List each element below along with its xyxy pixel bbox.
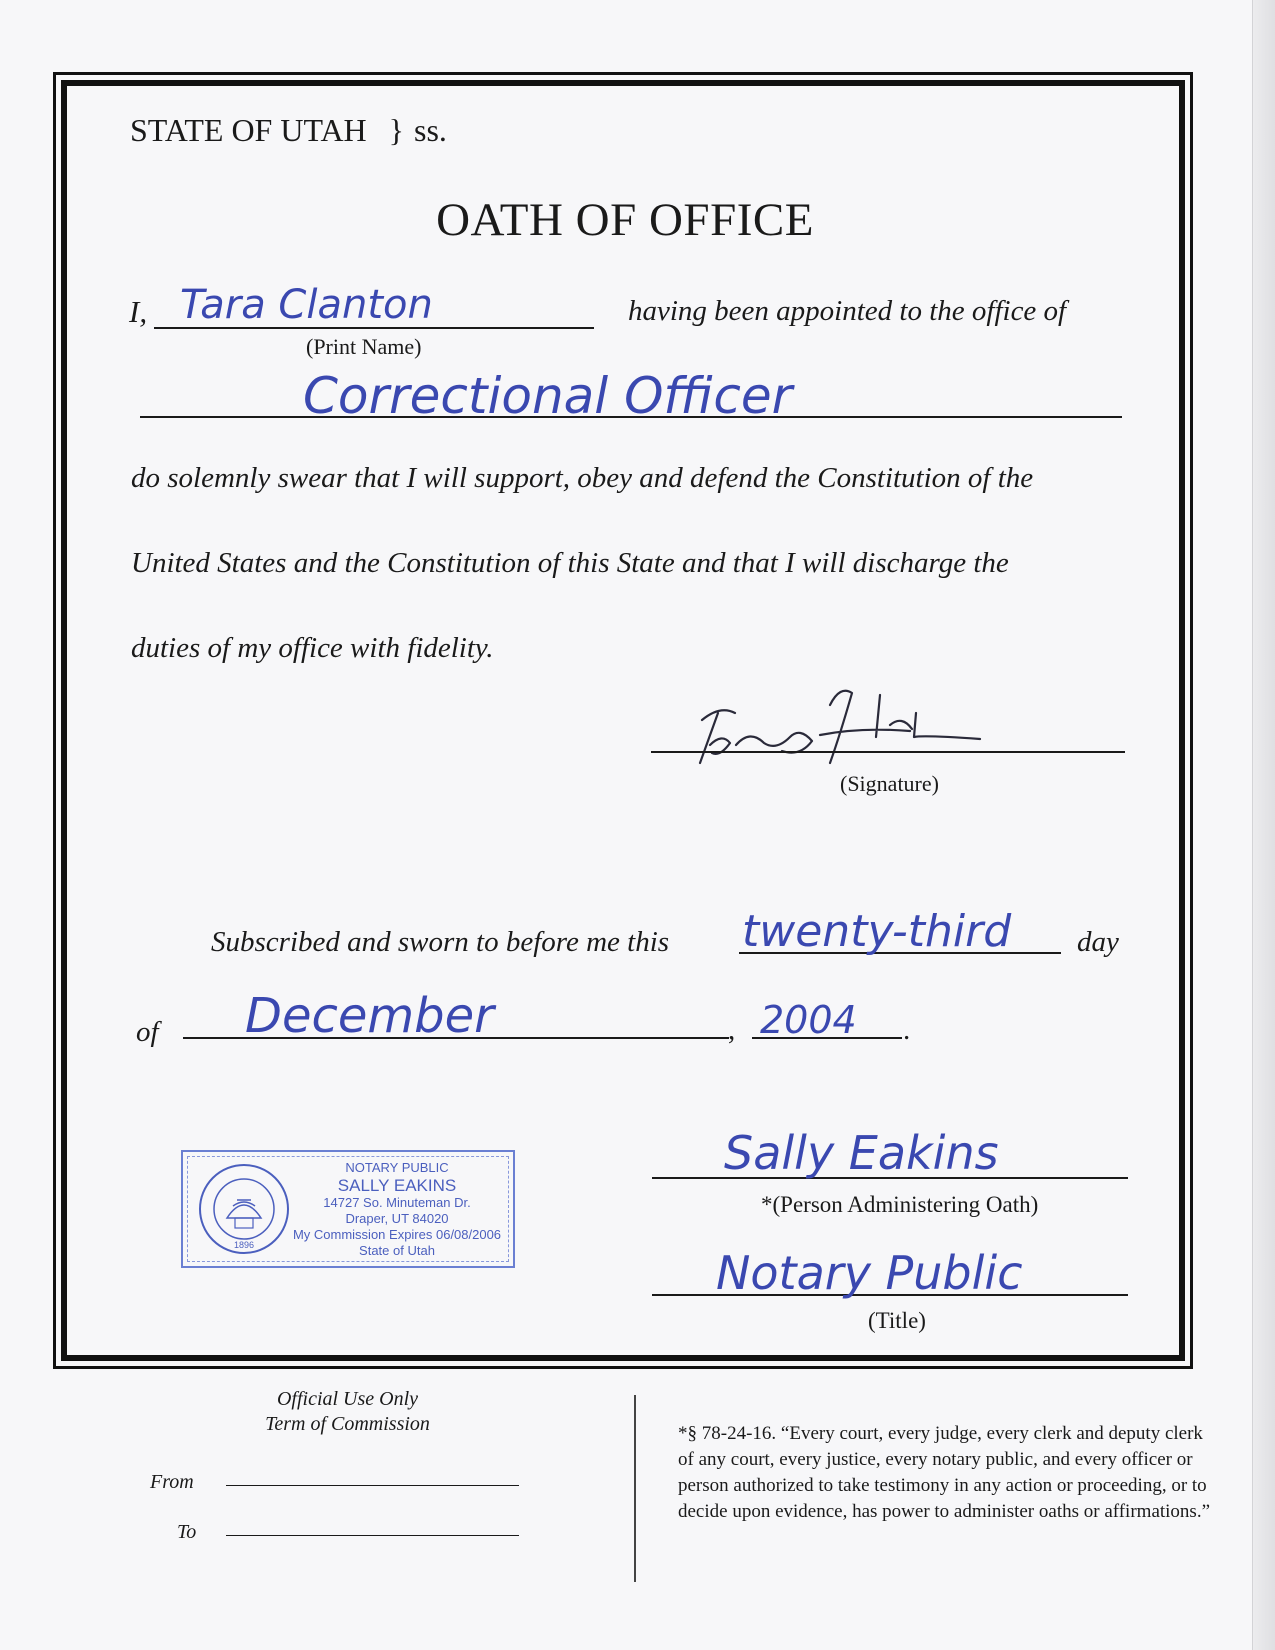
state-heading	[130, 112, 447, 149]
from-label: From	[150, 1471, 194, 1493]
stamp-line-3: 14727 So. Minuteman Dr.	[323, 1195, 471, 1210]
oath-text-line-1: do solemnly swear that I will support, obey and defend the Constitution of the	[131, 462, 1034, 494]
statute-footnote: *§ 78-24-16. “Every court, every judge, every clerk and deputy clerk of any court, every justice, every notary public, and every officer or person authorized to take testimony in any action or proceeding, or to decide upon evidence, has power to administer oaths or affirmations.”	[678, 1423, 1211, 1522]
handwritten-name: Tara Clanton	[180, 282, 433, 328]
from-line	[226, 1485, 519, 1486]
stamp-text-block	[291, 1160, 503, 1259]
utah-seal-icon	[197, 1162, 291, 1256]
administrator-caption: *(Person Administering Oath)	[761, 1192, 1039, 1217]
brace: }	[388, 112, 405, 148]
oath-taker-signature-image	[680, 665, 1020, 775]
handwritten-day: twenty-third	[742, 906, 1012, 957]
sworn-text: Subscribed and sworn to before me this	[211, 926, 670, 958]
page-edge	[1252, 0, 1275, 1650]
print-name-caption: (Print Name)	[306, 334, 422, 359]
seal-year: 1896	[233, 1240, 255, 1250]
title-caption: (Title)	[868, 1308, 926, 1333]
handwritten-year: 2004	[760, 998, 857, 1042]
date-period: .	[903, 1014, 911, 1046]
stamp-line-5: My Commission Expires 06/08/2006	[292, 1227, 502, 1242]
date-comma: ,	[728, 1014, 736, 1046]
stamp-line-4: Draper, UT 84020	[345, 1211, 449, 1226]
i-prefix: I,	[129, 294, 148, 329]
handwritten-title: Notary Public	[716, 1246, 1023, 1300]
term-of-commission-heading: Term of Commission	[265, 1413, 430, 1435]
official-use-heading: Official Use Only	[276, 1388, 419, 1410]
ss-label: ss.	[414, 112, 447, 148]
oath-text-line-3: duties of my office with fidelity.	[131, 632, 494, 664]
handwritten-office: Correctional Officer	[303, 367, 793, 425]
of-word: of	[136, 1016, 159, 1048]
oath-text-line-2: United States and the Constitution of this State and that I will discharge the	[131, 547, 1009, 579]
stamp-line-1: NOTARY PUBLIC	[345, 1160, 449, 1175]
handwritten-month: December	[245, 988, 494, 1044]
signature-caption: (Signature)	[840, 771, 939, 796]
to-line	[226, 1535, 519, 1536]
appointed-text: having been appointed to the office of	[628, 295, 1067, 327]
footer-divider	[634, 1395, 636, 1582]
signature-line	[651, 751, 1125, 753]
administrator-signature: Sally Eakins	[724, 1126, 999, 1180]
state-name: STATE OF UTAH	[130, 112, 367, 148]
to-label: To	[177, 1521, 197, 1543]
stamp-line-6: State of Utah	[359, 1243, 435, 1258]
notary-stamp	[181, 1150, 515, 1268]
document-title: OATH OF OFFICE	[436, 194, 814, 246]
day-word: day	[1077, 926, 1119, 958]
stamp-line-2: SALLY EAKINS	[337, 1176, 457, 1195]
